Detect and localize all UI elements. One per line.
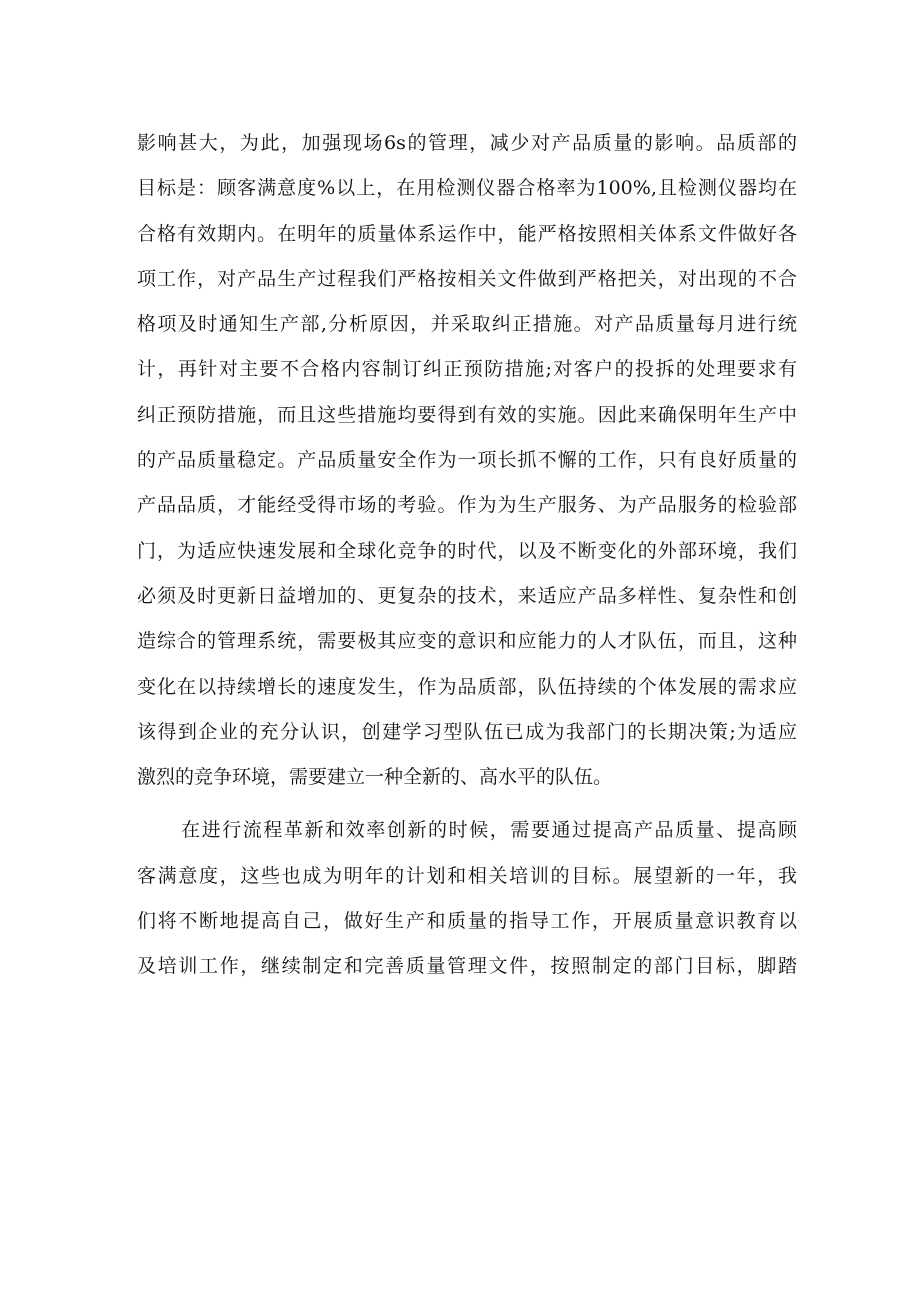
paragraph-line: 合格有效期内。在明年的质量体系运作中，能严格按照相关体系文件做好各 (137, 222, 797, 245)
paragraph-line: 产品品质，才能经受得市场的考验。作为为生产服务、为产品服务的检验部 (137, 494, 797, 517)
paragraph-1 (137, 121, 797, 800)
paragraph-line: 造综合的管理系统，需要极其应变的意识和应能力的人才队伍，而且，这种 (137, 630, 797, 653)
paragraph-line: 该得到企业的充分认识，创建学习型队伍已成为我部门的长期决策;为适应 (137, 720, 797, 743)
paragraph-line: 目标是：顾客满意度%以上，在用检测仪器合格率为100%,且检测仪器均在 (137, 177, 797, 200)
paragraph-line: 在进行流程革新和效率创新的时候，需要通过提高产品质量、提高顾 (181, 819, 797, 842)
paragraph-line: 影响甚大，为此，加强现场6s的管理，减少对产品质量的影响。品质部的 (137, 132, 797, 154)
paragraph-line: 计，再针对主要不合格内容制订纠正预防措施;对客户的投拆的处理要求有 (137, 358, 797, 381)
paragraph-line: 必须及时更新日益增加的、更复杂的技术，来适应产品多样性、复杂性和创 (137, 584, 797, 607)
paragraph-line: 的产品质量稳定。产品质量安全作为一项长抓不懈的工作，只有良好质量的 (137, 449, 797, 472)
document-body (137, 121, 797, 990)
paragraph-line: 激烈的竞争环境，需要建立一种全新的、高水平的队伍。 (137, 766, 613, 789)
paragraph-line: 变化在以持续增长的速度发生，作为品质部，队伍持续的个体发展的需求应 (137, 675, 797, 698)
paragraph-2 (137, 808, 797, 989)
paragraph-line: 项工作，对产品生产过程我们严格按相关文件做到严格把关，对出现的不合 (137, 267, 797, 290)
paragraph-spacer (137, 800, 797, 808)
paragraph-line: 客满意度，这些也成为明年的计划和相关培训的目标。展望新的一年，我 (137, 864, 797, 887)
paragraph-line: 及培训工作，继续制定和完善质量管理文件，按照制定的部门目标，脚踏 (137, 955, 797, 978)
paragraph-line: 们将不断地提高自己，做好生产和质量的指导工作，开展质量意识教育以 (137, 910, 797, 933)
paragraph-line: 纠正预防措施，而且这些措施均要得到有效的实施。因此来确保明年生产中 (137, 403, 797, 426)
paragraph-line: 门，为适应快速发展和全球化竞争的时代，以及不断变化的外部环境，我们 (137, 539, 797, 562)
paragraph-line: 格项及时通知生产部,分析原因，并采取纠正措施。对产品质量每月进行统 (137, 313, 797, 336)
